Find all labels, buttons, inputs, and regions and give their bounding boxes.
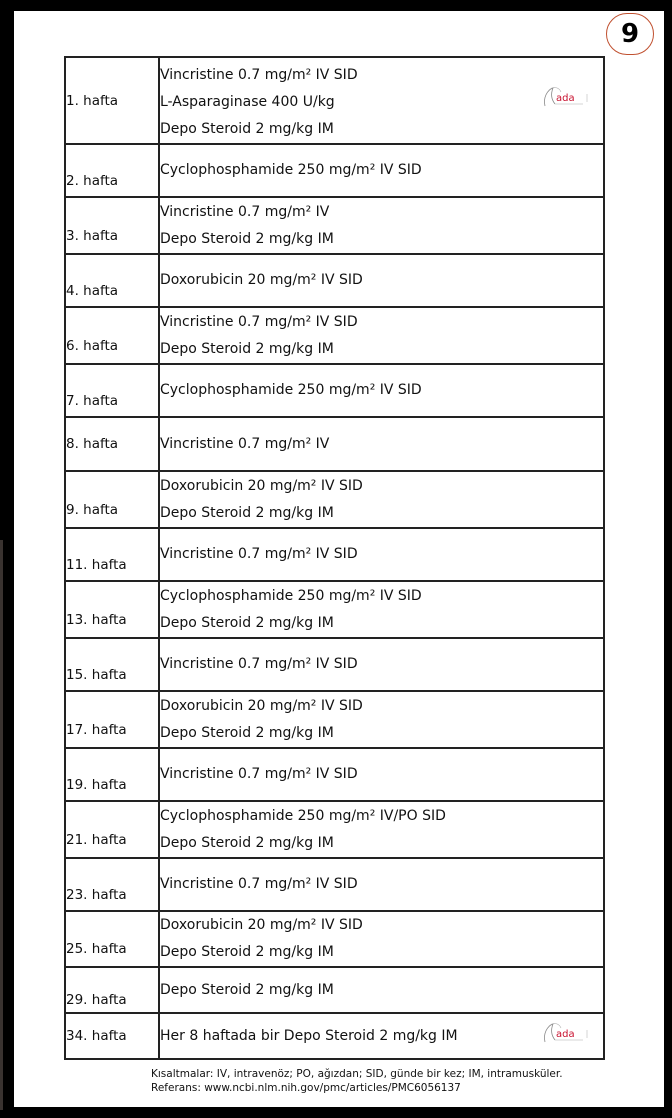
drug-line: L-Asparaginase 400 U/kg: [160, 94, 335, 110]
abbreviations-note: Kısaltmalar: IV, intravenöz; PO, ağızdan; SID, günde bir kez; IM, intramusküler.: [151, 1068, 563, 1080]
drugs-cell: [159, 1013, 604, 1059]
drug-line: Her 8 haftada bir Depo Steroid 2 mg/kg IM: [160, 1027, 458, 1044]
week-cell: [65, 528, 159, 581]
week-cell: [65, 254, 159, 307]
table-row: [65, 1013, 604, 1059]
drug-line: Cyclophosphamide 250 mg/m² IV SID: [160, 382, 422, 398]
table-row: [65, 748, 604, 801]
week-cell: [65, 1013, 159, 1059]
table-row: [65, 417, 604, 471]
week-cell: [65, 471, 159, 528]
week-cell: [65, 144, 159, 197]
week-label: 11. hafta: [66, 556, 127, 573]
week-label: 23. hafta: [66, 886, 127, 903]
week-cell: [65, 801, 159, 858]
week-label: 19. hafta: [66, 776, 127, 793]
table-row: [65, 858, 604, 911]
drug-line: Depo Steroid 2 mg/kg IM: [160, 834, 334, 851]
drug-line: Doxorubicin 20 mg/m² IV SID: [160, 477, 363, 494]
table-row: [65, 967, 604, 1013]
drug-line: Depo Steroid 2 mg/kg IM: [160, 614, 334, 631]
drugs-cell: [159, 911, 604, 967]
drug-line: Depo Steroid 2 mg/kg IM: [160, 504, 334, 521]
week-cell: [65, 691, 159, 748]
table-row: [65, 581, 604, 638]
table-row: [65, 638, 604, 691]
week-label: 8. hafta: [66, 436, 119, 452]
footer-notes: [151, 1067, 563, 1095]
drugs-cell: [159, 748, 604, 801]
reference-note: Referans: www.ncbi.nlm.nih.gov/pmc/articles/PMC6056137: [151, 1082, 461, 1094]
week-cell: [65, 307, 159, 364]
drugs-cell: [159, 254, 604, 307]
week-label: 34. hafta: [66, 1028, 127, 1044]
drugs-cell: [159, 57, 604, 144]
week-label: 2. hafta: [66, 172, 119, 189]
drug-line: Vincristine 0.7 mg/m² IV SID: [160, 67, 358, 83]
drug-line: Cyclophosphamide 250 mg/m² IV/PO SID: [160, 807, 446, 824]
drug-line: Vincristine 0.7 mg/m² IV SID: [160, 313, 358, 330]
drug-line: Vincristine 0.7 mg/m² IV SID: [160, 656, 358, 672]
week-cell: [65, 417, 159, 471]
week-label: 21. hafta: [66, 831, 127, 848]
drug-line: Vincristine 0.7 mg/m² IV SID: [160, 546, 358, 562]
table-row: [65, 307, 604, 364]
drug-line: Depo Steroid 2 mg/kg IM: [160, 340, 334, 357]
drug-line: Doxorubicin 20 mg/m² IV SID: [160, 272, 363, 288]
week-cell: [65, 911, 159, 967]
table-row: [65, 691, 604, 748]
week-cell: [65, 581, 159, 638]
drugs-cell: [159, 691, 604, 748]
drug-line: Depo Steroid 2 mg/kg IM: [160, 121, 334, 137]
week-label: 15. hafta: [66, 666, 127, 683]
week-label: 29. hafta: [66, 992, 127, 1008]
table-row: [65, 57, 604, 144]
week-label: 25. hafta: [66, 941, 127, 957]
week-cell: [65, 967, 159, 1013]
drugs-cell: [159, 307, 604, 364]
table-row: [65, 254, 604, 307]
logo-text: ada: [556, 93, 575, 104]
table-row: [65, 911, 604, 967]
week-label: 17. hafta: [66, 721, 127, 738]
week-cell: [65, 57, 159, 144]
drug-line: Depo Steroid 2 mg/kg IM: [160, 724, 334, 741]
week-cell: [65, 364, 159, 417]
drugs-cell: [159, 364, 604, 417]
drug-line: Vincristine 0.7 mg/m² IV: [160, 435, 330, 452]
clinic-logo-icon: [539, 84, 589, 108]
drug-line: Depo Steroid 2 mg/kg IM: [160, 944, 334, 960]
drugs-cell: [159, 417, 604, 471]
drugs-cell: [159, 528, 604, 581]
clinic-logo-icon: [539, 1020, 589, 1044]
drugs-cell: [159, 967, 604, 1013]
week-label: 9. hafta: [66, 501, 119, 518]
drug-line: Vincristine 0.7 mg/m² IV SID: [160, 766, 358, 782]
drugs-cell: [159, 638, 604, 691]
drug-line: Doxorubicin 20 mg/m² IV SID: [160, 697, 363, 714]
drug-line: Doxorubicin 20 mg/m² IV SID: [160, 917, 363, 933]
table-row: [65, 801, 604, 858]
table-row: [65, 197, 604, 254]
drug-line: Cyclophosphamide 250 mg/m² IV SID: [160, 587, 422, 604]
drugs-cell: [159, 801, 604, 858]
page-number-badge: 9: [606, 13, 654, 55]
drugs-cell: [159, 144, 604, 197]
drug-line: Vincristine 0.7 mg/m² IV SID: [160, 876, 358, 892]
drug-line: Depo Steroid 2 mg/kg IM: [160, 981, 334, 998]
week-cell: [65, 638, 159, 691]
week-cell: [65, 748, 159, 801]
treatment-protocol-table: [64, 56, 605, 1060]
table-row: [65, 528, 604, 581]
table-row: [65, 471, 604, 528]
table-row: [65, 364, 604, 417]
drug-line: Cyclophosphamide 250 mg/m² IV SID: [160, 162, 422, 178]
week-label: 3. hafta: [66, 227, 119, 244]
drugs-cell: [159, 581, 604, 638]
drugs-cell: [159, 858, 604, 911]
week-label: 7. hafta: [66, 392, 119, 409]
logo-text: ada: [556, 1029, 575, 1040]
drug-line: Depo Steroid 2 mg/kg IM: [160, 230, 334, 247]
week-label: 6. hafta: [66, 337, 119, 354]
drugs-cell: [159, 197, 604, 254]
drug-line: Vincristine 0.7 mg/m² IV: [160, 203, 330, 220]
week-label: 4. hafta: [66, 282, 119, 299]
week-label: 13. hafta: [66, 611, 127, 628]
drugs-cell: [159, 471, 604, 528]
week-cell: [65, 858, 159, 911]
week-cell: [65, 197, 159, 254]
week-label: 1. hafta: [66, 92, 119, 109]
table-row: [65, 144, 604, 197]
scan-edge: [0, 540, 3, 1110]
